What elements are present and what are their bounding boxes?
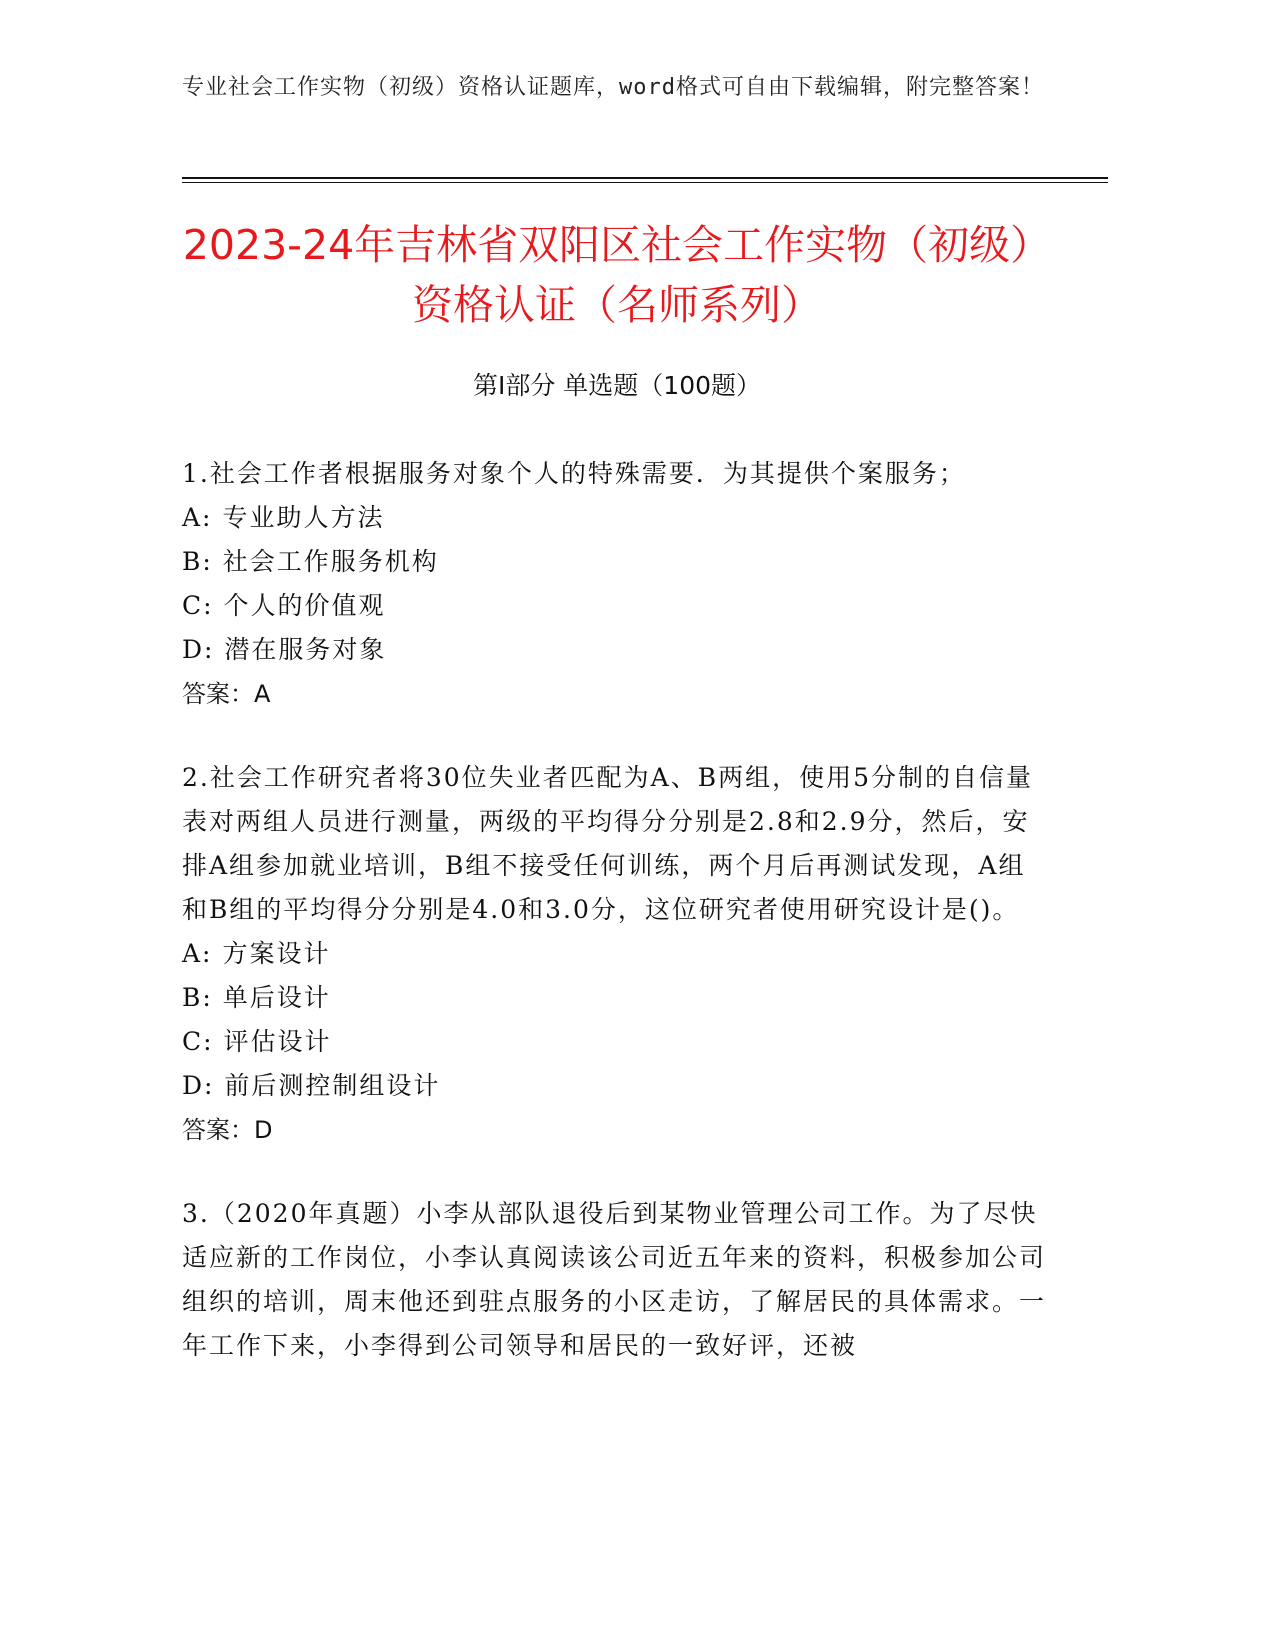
option-letter: C: (182, 591, 214, 620)
option-letter: B: (182, 547, 213, 576)
answer: 答案：D (182, 1116, 273, 1144)
option-letter: D: (182, 635, 215, 664)
option-b (182, 540, 1052, 584)
question-stem: 1.社会工作者根据服务对象个人的特殊需要．为其提供个案服务； (182, 459, 966, 488)
option-c (182, 584, 1052, 628)
option-text: 专业助人方法 (222, 503, 385, 532)
option-d (182, 1064, 1052, 1108)
option-letter: D: (182, 1071, 215, 1100)
document-title: 2023-24年吉林省双阳区社会工作实物（初级）资格认证（名师系列） (182, 221, 1052, 329)
question-list (182, 452, 1052, 1408)
answer: 答案：A (182, 680, 271, 708)
option-text: 方案设计 (222, 939, 331, 968)
question-1 (182, 452, 1052, 716)
option-text: 前后测控制组设计 (224, 1071, 441, 1100)
section-heading: 第I部分 单选题（100题） (472, 371, 762, 400)
question-3 (182, 1192, 1052, 1368)
option-letter: A: (182, 939, 213, 968)
option-b (182, 976, 1052, 1020)
option-text: 潜在服务对象 (224, 635, 387, 664)
option-letter: C: (182, 1027, 214, 1056)
question-2 (182, 756, 1052, 1152)
option-letter: B: (182, 983, 213, 1012)
option-a (182, 496, 1052, 540)
question-stem: 2.社会工作研究者将30位失业者匹配为A、B两组，使用5分制的自信量表对两组人员进行测量，两级的平均得分分别是2.8和2.9分，然后，安排A组参加就业培训，B组不接受任何训练，两个月后再测试发现，A组和B组的平均得分分别是4.0和3.0分，这位研究者使用研究设计是()。 (182, 763, 1033, 924)
header-note: 专业社会工作实物（初级）资格认证题库，word格式可自由下载编辑，附完整答案！ (182, 75, 1044, 100)
question-stem: 3.（2020年真题）小李从部队退役后到某物业管理公司工作。为了尽快适应新的工作岗位，小李认真阅读该公司近五年来的资料，积极参加公司组织的培训，周末他还到驻点服务的小区走访，了解居民的具体需求。一年工作下来，小李得到公司领导和居民的一致好评，还被 (182, 1199, 1047, 1360)
option-c (182, 1020, 1052, 1064)
option-a (182, 932, 1052, 976)
header-rule-thick (182, 177, 1108, 179)
option-d (182, 628, 1052, 672)
option-text: 单后设计 (222, 983, 331, 1012)
option-text: 社会工作服务机构 (222, 547, 439, 576)
option-text: 评估设计 (223, 1027, 332, 1056)
option-letter: A: (182, 503, 213, 532)
header-rule-thin (182, 182, 1108, 183)
option-text: 个人的价值观 (223, 591, 386, 620)
